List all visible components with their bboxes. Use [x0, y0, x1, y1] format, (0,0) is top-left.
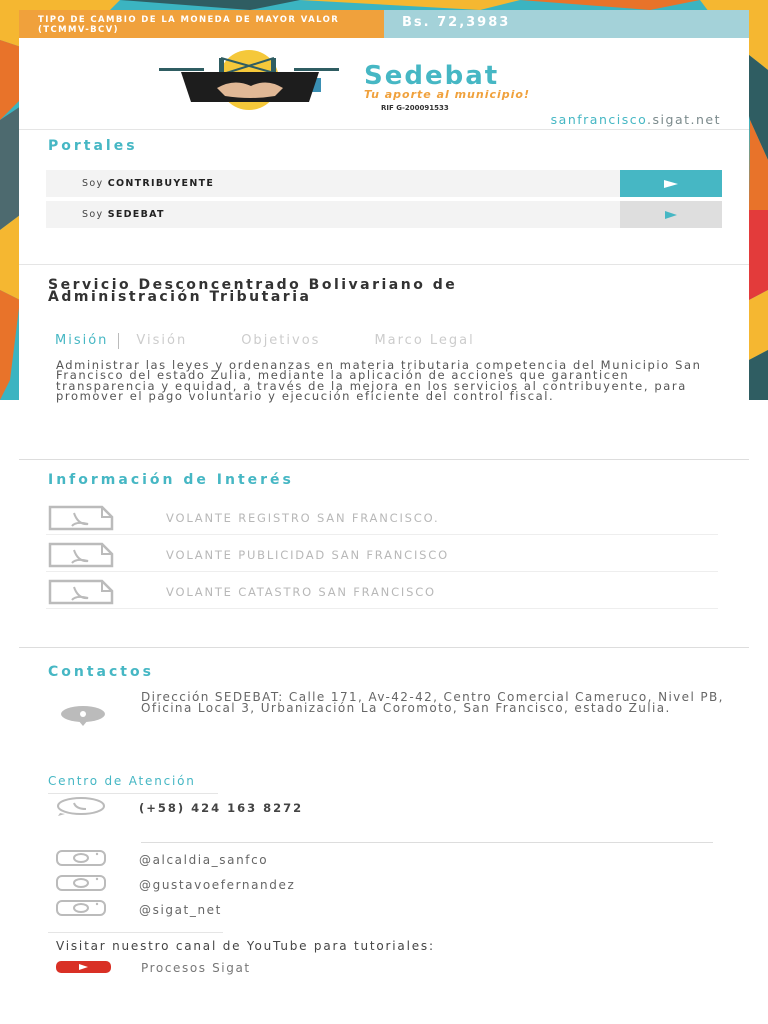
logo-emblem-icon	[159, 50, 339, 110]
instagram-icon	[56, 850, 106, 870]
pdf-icon	[46, 579, 116, 605]
servicio-tabs	[38, 333, 738, 349]
phone-number: (+58) 424 163 8272	[139, 801, 304, 815]
contactos-title: Contactos	[48, 664, 154, 680]
centro-atencion-label: Centro de Atención	[48, 774, 218, 794]
portales-title: Portales	[48, 138, 138, 154]
youtube-link[interactable]	[56, 958, 251, 977]
instagram-link[interactable]	[56, 875, 295, 895]
site-domain[interactable]	[551, 112, 721, 127]
mision-text: Administrar las leyes y ordenanzas en materia tributaria competencia del Municipio San Francisco del estado Zulia, mediante la aplicación de acciones que garanticen transparencia y equidad, a través de la mejora en los servicios al contribuyente, para promover el pago voluntario y ejecución eficiente del control fiscal.	[56, 358, 702, 403]
divider	[141, 842, 713, 843]
location-pin-icon	[60, 706, 106, 730]
svg-text:Sedebat: Sedebat	[364, 61, 500, 91]
arrow-right-icon[interactable]	[620, 201, 722, 228]
portales-section	[19, 130, 749, 265]
pdf-icon	[46, 542, 116, 568]
contactos-section	[19, 648, 749, 1024]
tab-marco-legal[interactable]: Marco Legal	[374, 333, 475, 348]
pdf-icon	[46, 505, 116, 531]
tab-mision[interactable]: Misión	[38, 333, 119, 349]
instagram-icon	[56, 900, 106, 920]
instagram-link[interactable]	[56, 900, 222, 920]
info-section	[19, 460, 749, 648]
servicio-title: Servicio Desconcentrado Bolivariano de Administración Tributaria	[48, 277, 458, 305]
portal-contribuyente-button[interactable]	[46, 170, 722, 197]
list-item[interactable]	[46, 538, 718, 572]
info-title: Información de Interés	[48, 472, 294, 488]
phone-row[interactable]	[56, 796, 303, 820]
portal-label: Soy SEDEBAT	[82, 209, 165, 220]
info-link-label: VOLANTE CATASTRO SAN FRANCISCO	[166, 584, 436, 599]
servicio-section	[19, 265, 749, 460]
instagram-link[interactable]	[56, 850, 268, 870]
address-text: Dirección SEDEBAT: Calle 171, Av-42-42, Centro Comercial Cameruco, Nivel PB, Oficina Local 3, Urbanización La Coromoto, San Francisco, estado Zulia.	[141, 690, 724, 715]
instagram-handle: @alcaldia_sanfco	[139, 853, 269, 867]
list-item[interactable]	[46, 501, 718, 535]
list-item[interactable]	[46, 575, 718, 609]
info-link-label: VOLANTE REGISTRO SAN FRANCISCO.	[166, 510, 440, 525]
tab-vision[interactable]: Visión	[136, 333, 188, 348]
exchange-rate-value: Bs. 72,3983	[384, 10, 749, 38]
sedebat-logo[interactable]	[159, 50, 629, 120]
arrow-right-icon[interactable]	[620, 170, 722, 197]
instagram-handle: @gustavoefernandez	[139, 878, 296, 892]
whatsapp-icon	[56, 796, 106, 820]
exchange-rate-label: TIPO DE CAMBIO DE LA MONEDA DE MAYOR VALOR (TCMMV-BCV)	[19, 10, 384, 38]
divider	[48, 932, 223, 933]
svg-text:Tu aporte al municipio!: Tu aporte al municipio!	[364, 88, 530, 101]
svg-text:RIF G-200091533: RIF G-200091533	[381, 104, 449, 112]
instagram-icon	[56, 875, 106, 895]
domain-rest: .sigat.net	[647, 112, 721, 127]
youtube-channel-name: Procesos Sigat	[141, 960, 251, 975]
portal-sedebat-button[interactable]	[46, 201, 722, 228]
portal-label: Soy CONTRIBUYENTE	[82, 178, 215, 189]
domain-highlight: sanfrancisco	[550, 112, 648, 127]
youtube-icon	[56, 958, 111, 977]
tab-objetivos[interactable]: Objetivos	[241, 333, 321, 348]
youtube-intro-text: Visitar nuestro canal de YouTube para tutoriales:	[56, 939, 435, 953]
site-header	[19, 38, 749, 130]
exchange-rate-bar	[19, 10, 749, 38]
info-link-label: VOLANTE PUBLICIDAD SAN FRANCISCO	[166, 547, 449, 562]
instagram-handle: @sigat_net	[139, 903, 222, 917]
